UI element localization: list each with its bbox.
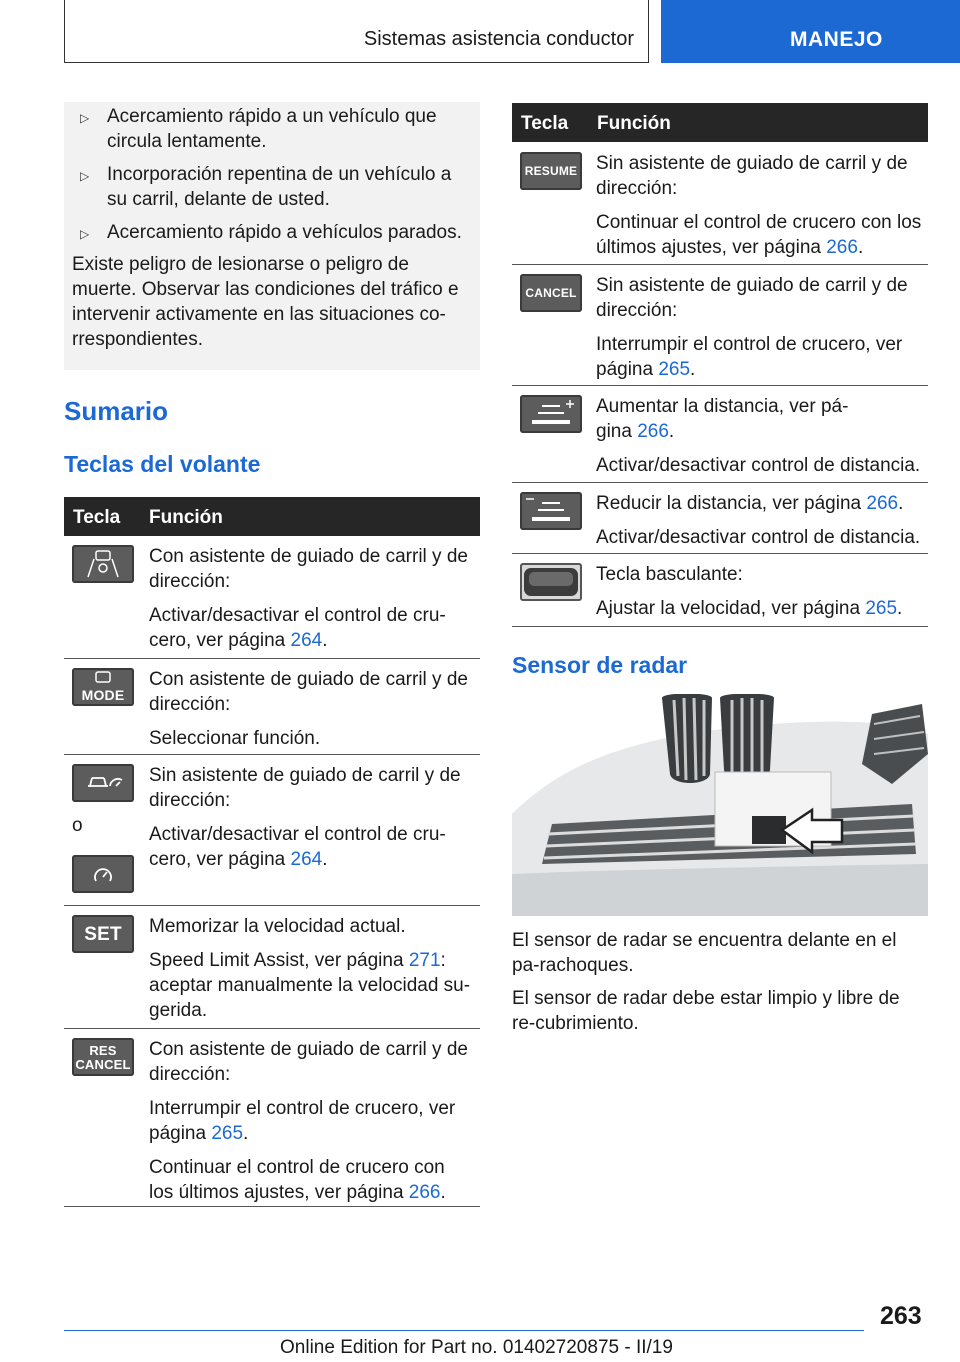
triangle-bullet-icon: ▷: [80, 169, 90, 183]
rocker-switch-icon: [520, 563, 582, 601]
cell-text: Activar/desactivar el control de cru-cero, ver página 264.: [149, 605, 446, 651]
table-cell: [596, 562, 922, 621]
cell-text: Sin asistente de guiado de carril y de dirección:: [596, 153, 908, 199]
row-divider: [512, 482, 928, 483]
res-cancel-button-icon: [72, 1038, 134, 1076]
row-divider: [64, 1028, 480, 1029]
row-divider: [512, 553, 928, 554]
cell-text: Seleccionar función.: [149, 728, 321, 749]
header-function: Función: [149, 507, 223, 528]
page-link[interactable]: 265: [865, 598, 898, 619]
cell-text: Continuar el control de crucero con los últimos ajustes, ver página 266.: [149, 1157, 446, 1203]
page-link[interactable]: 266: [637, 421, 669, 442]
key-label: RESUME: [524, 164, 578, 178]
row-divider: [512, 264, 928, 265]
page-number: 263: [880, 1302, 922, 1330]
table-cell: [596, 491, 922, 550]
cell-text: Activar/desactivar el control de cru-cero, ver página 264.: [149, 824, 446, 870]
resume-button-icon: [520, 152, 582, 190]
table-cell: [596, 394, 922, 478]
cell-text: Memorizar la velocidad actual.: [149, 916, 406, 937]
cancel-button-icon: [520, 274, 582, 312]
cruise-control-button-icon: [72, 764, 134, 802]
lane-assist-button-icon: [72, 545, 134, 583]
heading-summary: Sumario: [64, 396, 169, 426]
distance-decrease-button-icon: [520, 492, 582, 530]
cell-text: Activar/desactivar control de distancia.: [596, 455, 921, 476]
table-cell: [149, 1037, 474, 1205]
warning-text: Existe peligro de lesionarse o peligro de muerte. Observar las condiciones del tráfico e intervenir activamente en las situaciones co-rrespondientes.: [72, 254, 459, 350]
page-link[interactable]: 265: [658, 359, 691, 380]
page-link[interactable]: 266: [826, 237, 858, 258]
row-divider: [64, 1206, 480, 1207]
table-cell: [149, 667, 474, 751]
header-function: Función: [597, 113, 671, 134]
cell-text: Ajustar la velocidad, ver página 265.: [596, 598, 903, 619]
key-label: SET: [84, 924, 122, 945]
cell-text: Sin asistente de guiado de carril y de dirección:: [596, 275, 908, 321]
cell-text: Tecla basculante:: [596, 564, 743, 585]
radar-text-1: El sensor de radar se encuentra delante en el pa-rachoques.: [512, 930, 897, 976]
footer-divider: [64, 1330, 864, 1331]
cell-text: Interrumpir el control de crucero, ver página 265.: [149, 1098, 456, 1144]
row-divider: [512, 385, 928, 386]
table-cell: [149, 914, 474, 1023]
bullet-text: Acercamiento rápido a un vehículo que circula lentamente.: [107, 106, 437, 152]
table-header: [64, 497, 480, 536]
key-label: MODE: [81, 687, 125, 703]
header-section-box: [64, 0, 649, 63]
cell-text: Continuar el control de crucero con los últimos ajustes, ver página 266.: [596, 212, 922, 258]
triangle-bullet-icon: ▷: [80, 111, 90, 125]
row-divider: [64, 905, 480, 906]
heading-radar: Sensor de radar: [512, 652, 688, 678]
table-cell: [149, 544, 474, 653]
distance-increase-button-icon: [520, 395, 582, 433]
page-link[interactable]: 264: [290, 630, 323, 651]
key-label: CANCEL: [75, 1057, 131, 1072]
table-cell: [596, 151, 922, 260]
radar-sensor-illustration: [512, 694, 928, 916]
cell-text: Activar/desactivar control de distancia.: [596, 527, 921, 548]
page-link[interactable]: 266: [866, 493, 899, 514]
table-cell: [149, 763, 474, 872]
row-divider: [512, 626, 928, 627]
cell-text: Sin asistente de guiado de carril y de dirección:: [149, 765, 461, 811]
cell-text: Reducir la distancia, ver página 266.: [596, 493, 904, 514]
header-chapter-tab[interactable]: [661, 0, 960, 63]
header-key: Tecla: [521, 113, 569, 134]
key-label: CANCEL: [525, 286, 577, 300]
triangle-bullet-icon: ▷: [80, 227, 90, 241]
table-header: [512, 103, 928, 142]
cell-text: Speed Limit Assist, ver página 271: aceptar manualmente la velocidad su-gerida.: [149, 950, 471, 1021]
speedometer-button-icon: [72, 855, 134, 893]
row-divider: [64, 658, 480, 659]
mode-button-icon: [72, 668, 134, 706]
radar-text-2: El sensor de radar debe estar limpio y libre de re-cubrimiento.: [512, 988, 900, 1034]
table-cell: [596, 273, 922, 382]
heading-wheel-keys: Teclas del volante: [64, 451, 261, 477]
page-link[interactable]: 266: [408, 1182, 441, 1203]
cell-text: Interrumpir el control de crucero, ver página 265.: [596, 334, 903, 380]
key-label: RES: [89, 1043, 117, 1058]
header-chapter-title: MANEJO: [790, 28, 883, 51]
footer-edition: Online Edition for Part no. 01402720875 - II/19: [280, 1337, 673, 1358]
row-divider: [64, 754, 480, 755]
bullet-text: Incorporación repentina de un vehículo a su carril, delante de usted.: [107, 164, 452, 210]
cell-text: Aumentar la distancia, ver pá-gina 266.: [596, 396, 849, 442]
cell-text: Con asistente de guiado de carril y de dirección:: [149, 546, 468, 592]
bullet-text: Acercamiento rápido a vehículos parados.: [107, 222, 462, 243]
page-link[interactable]: 265: [211, 1123, 244, 1144]
page-link[interactable]: 264: [290, 849, 323, 870]
header-key: Tecla: [73, 507, 121, 528]
or-label: o: [72, 815, 83, 836]
page-link[interactable]: 271: [408, 950, 441, 971]
header-section-title: Sistemas asistencia conductor: [363, 28, 634, 50]
set-button-icon: [72, 915, 134, 953]
cell-text: Con asistente de guiado de carril y de dirección:: [149, 1039, 468, 1085]
cell-text: Con asistente de guiado de carril y de dirección:: [149, 669, 468, 715]
